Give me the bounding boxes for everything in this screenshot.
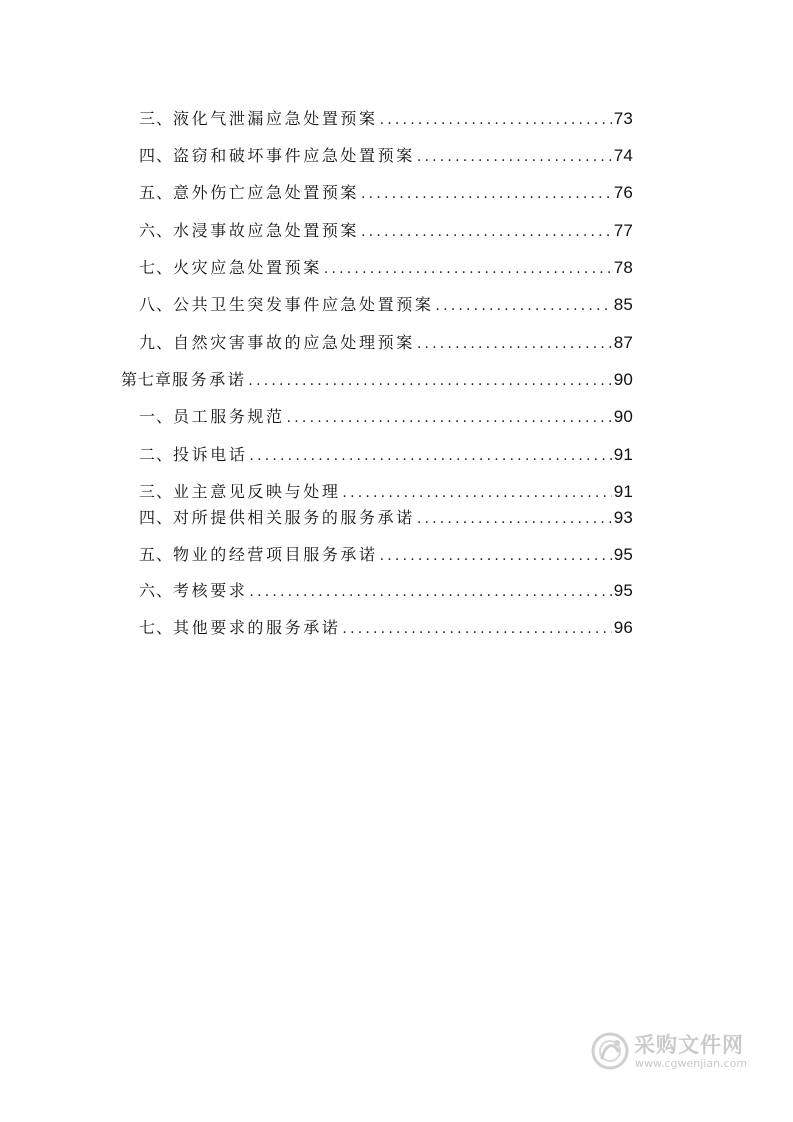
- toc-entry-number: 四、: [139, 508, 174, 527]
- toc-entry-page: 78: [613, 258, 633, 277]
- toc-entry-page: 91: [613, 445, 633, 464]
- toc-entry-page: 95: [613, 545, 633, 564]
- toc-entry-title: 物业的经营项目服务承诺: [173, 545, 378, 564]
- toc-entry[interactable]: [139, 482, 633, 502]
- toc-leader-dots: [417, 147, 612, 167]
- toc-entry-title: 对所提供相关服务的服务承诺: [173, 508, 415, 527]
- toc-entry-title: 考核要求: [173, 581, 248, 600]
- toc-entry-number: 三、: [139, 482, 174, 501]
- toc-entry-page: 73: [613, 109, 633, 128]
- toc-entry-page: 93: [613, 508, 633, 527]
- toc-entry-title: 自然灾害事故的应急处理预案: [173, 333, 415, 352]
- toc-entry-page: 85: [613, 295, 633, 314]
- toc-entry-number: 八、: [139, 295, 174, 314]
- toc-entry[interactable]: [139, 146, 633, 166]
- toc-entry[interactable]: [139, 221, 633, 241]
- toc-entry-page: 74: [613, 146, 633, 165]
- toc-leader-dots: [342, 619, 611, 639]
- toc-leader-dots: [324, 259, 612, 279]
- toc-entry[interactable]: [139, 183, 633, 203]
- toc-leader-dots: [361, 222, 612, 242]
- toc-entry-number: 三、: [139, 109, 174, 128]
- toc-entry-page: 95: [613, 581, 633, 600]
- toc-leader-dots: [417, 509, 612, 529]
- toc-entry[interactable]: [139, 109, 633, 129]
- toc-entry-title: 业主意见反映与处理: [173, 482, 341, 501]
- toc-entry-number: 六、: [139, 221, 174, 240]
- toc-entry-page: 91: [613, 482, 633, 501]
- toc-leader-dots: [380, 110, 612, 130]
- site-watermark: [590, 1027, 760, 1075]
- toc-entry-page: 87: [613, 333, 633, 352]
- toc-leader-dots: [249, 582, 611, 602]
- toc-entry[interactable]: [139, 508, 633, 528]
- toc-leader-dots: [287, 408, 612, 428]
- toc-entry-number: 四、: [139, 146, 174, 165]
- toc-entry[interactable]: [139, 295, 633, 315]
- toc-entry-page: 90: [613, 370, 633, 389]
- toc-entry-number: 九、: [139, 333, 174, 352]
- toc-entry-title: 水浸事故应急处置预案: [173, 221, 360, 240]
- toc-chapter-number: 第七章: [121, 370, 173, 389]
- toc-leader-dots: [342, 483, 611, 503]
- watermark-site-url: www.cgwenjian.com: [635, 1057, 748, 1070]
- toc-entry-page: 76: [613, 183, 633, 202]
- toc-entry-number: 五、: [139, 183, 174, 202]
- toc-entry-page: 90: [613, 407, 633, 426]
- toc-leader-dots: [417, 334, 612, 354]
- toc-entry-number: 二、: [139, 445, 174, 464]
- toc-entry[interactable]: [139, 581, 633, 601]
- watermark-site-name: 采购文件网: [634, 1033, 744, 1057]
- toc-entry[interactable]: [139, 258, 633, 278]
- toc-entry-page: 77: [613, 221, 633, 240]
- cgwenjian-logo-icon: [590, 1031, 630, 1071]
- toc-entry-title: 投诉电话: [173, 445, 248, 464]
- toc-leader-dots: [380, 546, 612, 566]
- toc-entry-number: 七、: [139, 258, 174, 277]
- toc-entry[interactable]: [139, 333, 633, 353]
- toc-entry[interactable]: [139, 407, 633, 427]
- toc-entry-number: 七、: [139, 618, 174, 637]
- toc-chapter-title: 服务承诺: [172, 370, 247, 389]
- toc-entry-number: 五、: [139, 545, 174, 564]
- toc-leader-dots: [361, 184, 612, 204]
- toc-leader-dots: [435, 296, 611, 316]
- toc-leader-dots: [249, 446, 611, 466]
- toc-leader-dots: [248, 371, 611, 391]
- toc-entry-title: 公共卫生突发事件应急处置预案: [173, 295, 434, 314]
- toc-entry-number: 一、: [139, 407, 174, 426]
- toc-entry-title: 盗窃和破坏事件应急处置预案: [173, 146, 415, 165]
- toc-entry-title: 火灾应急处置预案: [173, 258, 322, 277]
- toc-entry[interactable]: [139, 545, 633, 565]
- toc-entry-title: 员工服务规范: [173, 407, 285, 426]
- toc-entry-title: 液化气泄漏应急处置预案: [173, 109, 378, 128]
- toc-entry-number: 六、: [139, 581, 174, 600]
- toc-entry-title: 意外伤亡应急处置预案: [173, 183, 360, 202]
- toc-entry-title: 其他要求的服务承诺: [173, 618, 341, 637]
- toc-chapter-entry[interactable]: [121, 370, 633, 390]
- toc-entry[interactable]: [139, 618, 633, 638]
- toc-entry-page: 96: [613, 618, 633, 637]
- toc-entry[interactable]: [139, 445, 633, 465]
